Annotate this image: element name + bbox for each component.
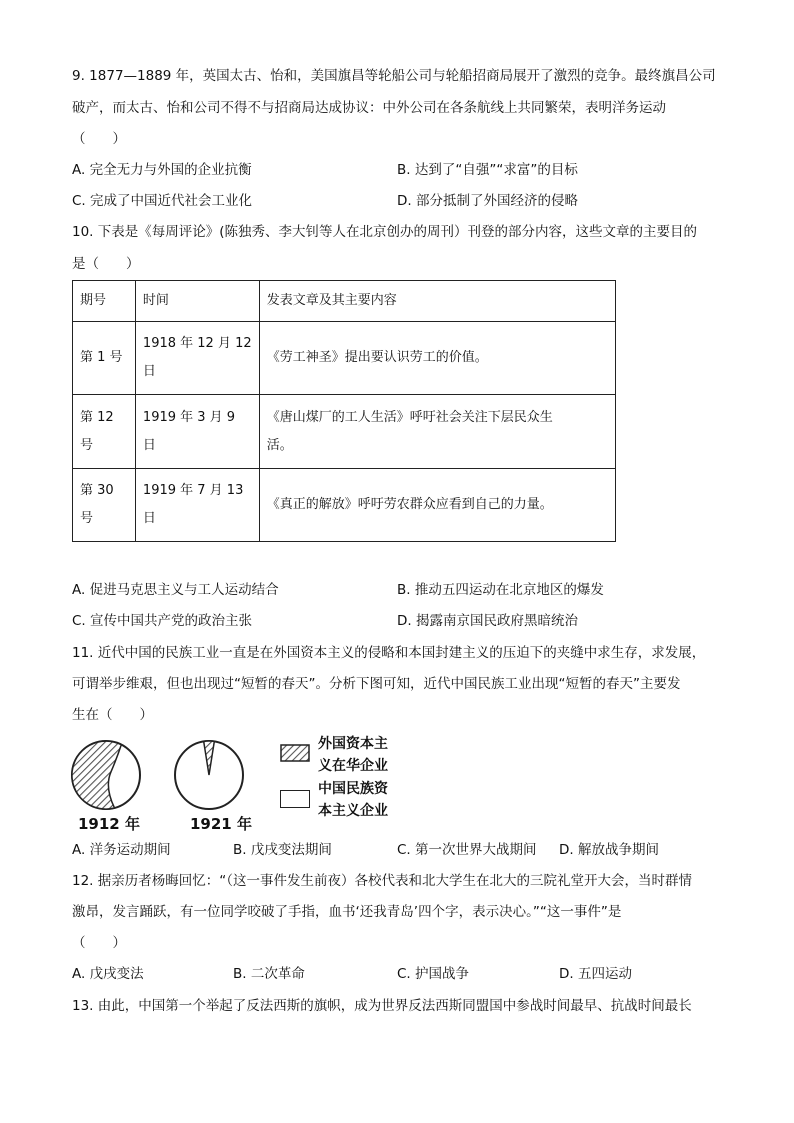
header-date: 时间 [135,281,259,322]
q12-option-c: C. 护国战争 [397,966,470,982]
legend-national-line2: 本主义企业 [318,803,388,819]
pie-chart-figure [66,738,256,818]
header-issue: 期号 [73,281,136,322]
q12-stem-line1: 12. 据亲历者杨晦回忆：“（这一事件发生前夜）各校代表和北大学生在北大的三院礼堂开大会，当时群情 [72,873,693,889]
q9-stem-line1: 9. 1877—1889 年，英国太古、怡和，美国旗昌等轮船公司与轮船招商局展开了激烈的竞争。最终旗昌公司 [72,68,716,84]
cell-content: 《劳工神圣》提出要认识劳工的价值。 [259,322,615,395]
q10-option-d: D. 揭露南京国民政府黑暗统治 [397,613,578,629]
cell-content: 《真正的解放》呼吁劳农群众应看到自己的力量。 [259,469,615,542]
table-row [73,395,616,469]
cell-date: 1919 年 3 月 9 日 [135,395,259,469]
q10-stem-line1: 10. 下表是《每周评论》(陈独秀、李大钊等人在北京创办的周刊）刊登的部分内容，这些文章的主要目的 [72,224,698,240]
q11-stem-line3: 生在（ ） [72,707,153,723]
q10-option-b: B. 推动五四运动在北京地区的爆发 [397,582,604,598]
q9-option-c: C. 完成了中国近代社会工业化 [72,193,253,209]
q10-option-a: A. 促进马克思主义与工人运动结合 [72,582,279,598]
q13-stem-line1: 13. 由此，中国第一个举起了反法西斯的旗帜，成为世界反法西斯同盟国中参战时间最早、抗战时间最长 [72,998,692,1014]
legend-hatched-swatch [280,744,310,762]
q11-option-c: C. 第一次世界大战期间 [397,842,537,858]
legend-foreign-line2: 义在华企业 [318,758,388,774]
q12-stem-line2: 激昂，发言踊跃，有一位同学咬破了手指，血书‘还我青岛’四个字，表示决心。”“这一事件”是 [72,904,622,920]
q11-option-b: B. 戊戌变法期间 [233,842,332,858]
cell-date: 1918 年 12 月 12 日 [135,322,259,395]
cell-issue: 第 30 号 [73,469,136,542]
header-content: 发表文章及其主要内容 [259,281,615,322]
q9-option-a: A. 完全无力与外国的企业抗衡 [72,162,252,178]
q10-stem-line2: 是（ ） [72,256,140,272]
q9-answer-blank: （ ） [72,131,126,147]
q11-stem-line1: 11. 近代中国的民族工业一直是在外国资本主义的侵略和本国封建主义的压迫下的夹缝中求生存，求发展， [72,645,706,661]
q9-option-b: B. 达到了“自强”“求富”的目标 [397,162,578,178]
q11-option-d: D. 解放战争期间 [559,842,659,858]
pie-label-1921: 1921 年 [190,815,252,833]
cell-issue: 第 1 号 [73,322,136,395]
table-header-row [73,281,616,322]
q9-stem-line2: 破产，而太古、怡和公司不得不与招商局达成协议：中外公司在各条航线上共同繁荣，表明洋务运动 [72,100,666,116]
cell-content: 《唐山煤厂的工人生活》呼吁社会关注下层民众生 活。 [259,395,615,469]
q11-option-a: A. 洋务运动期间 [72,842,171,858]
pie-1921 [175,741,243,809]
legend-blank-swatch [280,790,310,808]
q10-table [72,280,616,542]
cell-issue: 第 12 号 [73,395,136,469]
cell-date: 1919 年 7 月 13 日 [135,469,259,542]
q9-option-d: D. 部分抵制了外国经济的侵略 [397,193,578,209]
q12-option-a: A. 戊戌变法 [72,966,144,982]
legend-national-line1: 中国民族资 [318,781,388,797]
pie-1912 [72,741,140,809]
table-row [73,469,616,542]
q12-option-b: B. 二次革命 [233,966,305,982]
q11-stem-line2: 可谓举步维艰，但也出现过“短暂的春天”。分析下图可知，近代中国民族工业出现“短暂的春天”主要发 [72,676,681,692]
q12-option-d: D. 五四运动 [559,966,632,982]
table-row [73,322,616,395]
legend-foreign-line1: 外国资本主 [318,736,388,752]
q10-option-c: C. 宣传中国共产党的政治主张 [72,613,253,629]
pie-label-1912: 1912 年 [78,815,140,833]
q12-answer-blank: （ ） [72,935,126,951]
